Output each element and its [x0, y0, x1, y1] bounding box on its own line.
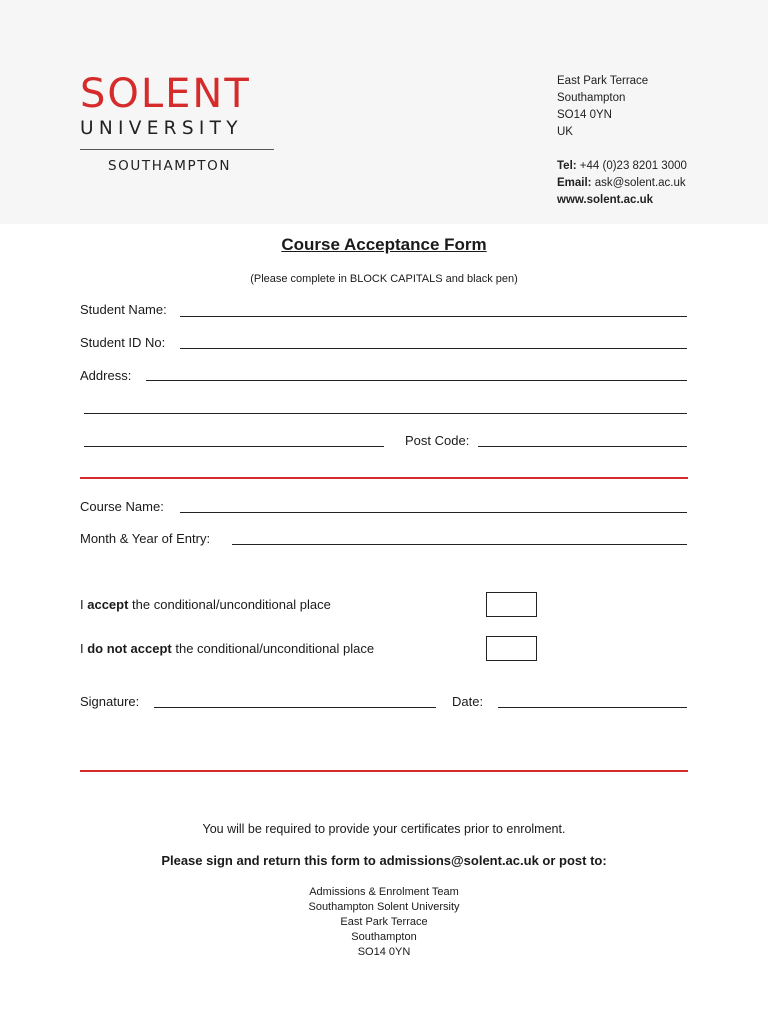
- date-field[interactable]: [498, 707, 687, 708]
- accept-statement: [80, 597, 331, 612]
- certificates-note: You will be required to provide your certificates prior to enrolment.: [202, 822, 566, 836]
- address-line: SO14 0YN: [557, 109, 612, 121]
- section-divider-bottom: [80, 770, 688, 772]
- logo-southampton: SOUTHAMPTON: [108, 158, 232, 174]
- signature-field[interactable]: [154, 707, 436, 708]
- logo-divider: [80, 149, 274, 150]
- email-value[interactable]: ask@solent.ac.uk: [591, 177, 686, 189]
- student-id-label: Student ID No:: [80, 335, 166, 350]
- tel-label: Tel:: [557, 160, 577, 172]
- form-instructions: (Please complete in BLOCK CAPITALS and black pen): [250, 273, 518, 285]
- entry-label: Month & Year of Entry:: [80, 531, 211, 546]
- not-accept-suffix: the conditional/unconditional place: [171, 641, 375, 656]
- postal-address: [0, 885, 768, 960]
- student-name-label: Student Name:: [80, 302, 167, 317]
- postal-address-line: Admissions & Enrolment Team: [309, 886, 459, 898]
- not-accept-statement: [80, 641, 374, 656]
- address-label: Address:: [80, 368, 132, 383]
- address-line: UK: [557, 126, 573, 138]
- course-name-field[interactable]: [180, 512, 687, 513]
- email-label: Email:: [557, 177, 592, 189]
- address-field-line-3[interactable]: [84, 446, 384, 447]
- telephone: [557, 158, 687, 175]
- tel-value: +44 (0)23 8201 3000: [576, 160, 687, 172]
- not-accept-bold: do not accept: [87, 641, 172, 656]
- signature-label: Signature:: [80, 694, 140, 709]
- post-code-field[interactable]: [478, 446, 687, 447]
- postal-address-line: Southampton Solent University: [308, 901, 460, 913]
- website-link[interactable]: www.solent.ac.uk: [557, 194, 654, 206]
- post-code-label: Post Code:: [405, 433, 470, 448]
- accept-checkbox[interactable]: [486, 592, 537, 617]
- date-label: Date:: [452, 694, 484, 709]
- student-id-field[interactable]: [180, 348, 687, 349]
- not-accept-prefix: I: [80, 641, 88, 656]
- student-name-field[interactable]: [180, 316, 687, 317]
- section-divider: [80, 477, 688, 479]
- contact-block: [557, 73, 687, 209]
- email: [557, 175, 687, 192]
- return-instruction: Please sign and return this form to admissions@solent.ac.uk or post to:: [161, 853, 607, 868]
- postal-address-line: Southampton: [351, 931, 417, 943]
- accept-bold: accept: [87, 597, 129, 612]
- accept-suffix: the conditional/unconditional place: [128, 597, 331, 612]
- solent-university-logo: [80, 72, 280, 174]
- entry-field[interactable]: [232, 544, 687, 545]
- postal-address-line: East Park Terrace: [340, 916, 428, 928]
- address-field-line-2[interactable]: [84, 413, 687, 414]
- address-line: East Park Terrace: [557, 75, 649, 87]
- course-name-label: Course Name:: [80, 499, 164, 514]
- logo-solent: SOLENT: [80, 71, 251, 117]
- address-line: Southampton: [557, 92, 626, 104]
- form-title: Course Acceptance Form: [281, 235, 487, 254]
- accept-prefix: I: [80, 597, 88, 612]
- website[interactable]: [557, 192, 687, 209]
- address-field-line-1[interactable]: [146, 380, 687, 381]
- logo-university: UNIVERSITY: [80, 118, 243, 139]
- postal-address-line: SO14 0YN: [357, 946, 411, 958]
- not-accept-checkbox[interactable]: [486, 636, 537, 661]
